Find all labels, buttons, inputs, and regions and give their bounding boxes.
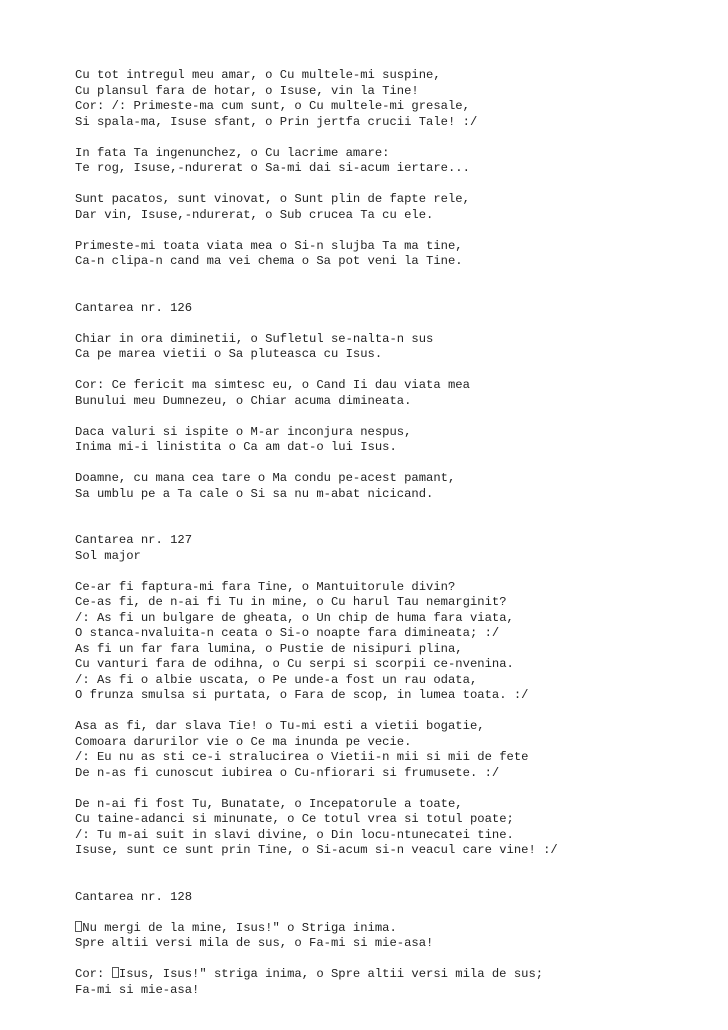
text-line: Ca-n clipa-n cand ma vei chema o Sa pot veni la Tine. xyxy=(75,254,463,268)
song-title-126 xyxy=(75,301,715,317)
text-line: Cu vanturi fara de odihna, o Cu serpi si scorpii ce-nvenina. xyxy=(75,657,514,671)
verse-stanza-3 xyxy=(75,192,715,223)
text-line: Inima mi-i linistita o Ca am dat-o lui Isus. xyxy=(75,440,397,454)
text-line: Cu tot intregul meu amar, o Cu multele-mi suspine, xyxy=(75,68,441,82)
text-line: As fi un far fara lumina, o Pustie de nisipuri plina, xyxy=(75,641,463,656)
text-line: Doamne, cu mana cea tare o Ma condu pe-acest pamant, xyxy=(75,471,456,485)
text-line: /: Eu nu as sti ce-i stralucirea o Vietii-n mii si mii de fete xyxy=(75,750,529,764)
text-line: Dar vin, Isuse,-ndurerat, o Sub crucea Ta cu ele. xyxy=(75,207,434,222)
song-heading: Cantarea nr. 127 xyxy=(75,533,193,547)
chorus-stanza-128 xyxy=(75,967,715,998)
text-line: Daca valuri si ispite o M-ar inconjura nespus, xyxy=(75,424,412,439)
text-line: Bunului meu Dumnezeu, o Chiar acuma dimineata. xyxy=(75,393,412,408)
verse-stanza-2 xyxy=(75,146,715,177)
verse-stanza-8 xyxy=(75,580,715,704)
text-line xyxy=(75,921,715,937)
song-title-128 xyxy=(75,890,715,906)
verse-stanza-11 xyxy=(75,921,715,952)
text-line-content: Nu mergi de la mine, Isus!" o Striga inima. xyxy=(82,920,397,935)
text-line: Cor: Ce fericit ma simtesc eu, o Cand Ii dau viata mea xyxy=(75,378,470,392)
text-line: De n-ai fi fost Tu, Bunatate, o Incepatorule a toate, xyxy=(75,796,463,811)
verse-stanza-7 xyxy=(75,471,715,502)
song-heading: Cantarea nr. 126 xyxy=(75,300,193,315)
text-line: O stanca-nvaluita-n ceata o Si-o noapte fara dimineata; :/ xyxy=(75,626,500,640)
verse-stanza-10 xyxy=(75,797,715,859)
text-line: Primeste-mi toata viata mea o Si-n slujba Ta ma tine, xyxy=(75,238,463,253)
song-key: Sol major xyxy=(75,548,141,563)
verse-stanza-9 xyxy=(75,719,715,781)
song-heading: Cantarea nr. 128 xyxy=(75,889,193,904)
text-line: Fa-mi si mie-asa! xyxy=(75,982,200,997)
verse-stanza-1 xyxy=(75,68,715,130)
text-line: Comoara darurilor vie o Ce ma inunda pe vecie. xyxy=(75,734,412,749)
text-line: Isuse, sunt ce sunt prin Tine, o Si-acum si-n veacul care vine! :/ xyxy=(75,843,558,857)
verse-stanza-6 xyxy=(75,425,715,456)
text-line: Te rog, Isuse,-ndurerat o Sa-mi dai si-acum iertare... xyxy=(75,161,470,175)
text-line-content: Isus, Isus!" striga inima, o Spre altii versi mila de sus; xyxy=(118,967,544,981)
text-line: Cu taine-adanci si minunate, o Ce totul vrea si totul poate; xyxy=(75,812,514,826)
verse-stanza-4 xyxy=(75,239,715,270)
text-line: O frunza smulsa si purtata, o Fara de scop, in lumea toata. :/ xyxy=(75,688,529,702)
text-line: Ca pe marea vietii o Sa pluteasca cu Isus. xyxy=(75,347,383,361)
text-line: Cu plansul fara de hotar, o Isuse, vin la Tine! xyxy=(75,83,419,98)
text-line: Chiar in ora diminetii, o Sufletul se-nalta-n sus xyxy=(75,331,434,346)
text-line: Asa as fi, dar slava Tie! o Tu-mi esti a vietii bogatie, xyxy=(75,719,485,733)
text-line: Spre altii versi mila de sus, o Fa-mi si mie-asa! xyxy=(75,936,434,950)
text-line: Ce-as fi, de n-ai fi Tu in mine, o Cu harul Tau nemarginit? xyxy=(75,595,507,609)
verse-stanza-5 xyxy=(75,332,715,363)
text-line: Sunt pacatos, sunt vinovat, o Sunt plin de fapte rele, xyxy=(75,192,470,206)
chorus-stanza-126 xyxy=(75,378,715,409)
text-line: /: Tu m-ai suit in slavi divine, o Din locu-ntunecatei tine. xyxy=(75,827,514,842)
text-line: Cor: /: Primeste-ma cum sunt, o Cu multele-mi gresale, xyxy=(75,99,470,113)
text-line xyxy=(75,967,715,983)
text-line: Ce-ar fi faptura-mi fara Tine, o Mantuitorule divin? xyxy=(75,579,456,594)
document-page xyxy=(75,68,715,1014)
text-line: /: As fi o albie uscata, o Pe unde-a fost un rau odata, xyxy=(75,672,478,687)
text-line: In fata Ta ingenunchez, o Cu lacrime amare: xyxy=(75,145,390,160)
text-line: De n-as fi cunoscut iubirea o Cu-nfiorari si frumusete. :/ xyxy=(75,765,500,780)
missing-glyph-icon xyxy=(112,967,119,978)
text-line: Sa umblu pe a Ta cale o Si sa nu m-abat nicicand. xyxy=(75,486,434,501)
chorus-prefix: Cor: xyxy=(75,967,112,981)
song-title-127 xyxy=(75,533,715,564)
text-line: Si spala-ma, Isuse sfant, o Prin jertfa crucii Tale! :/ xyxy=(75,114,478,129)
text-line: /: As fi un bulgare de gheata, o Un chip de huma fara viata, xyxy=(75,610,514,625)
